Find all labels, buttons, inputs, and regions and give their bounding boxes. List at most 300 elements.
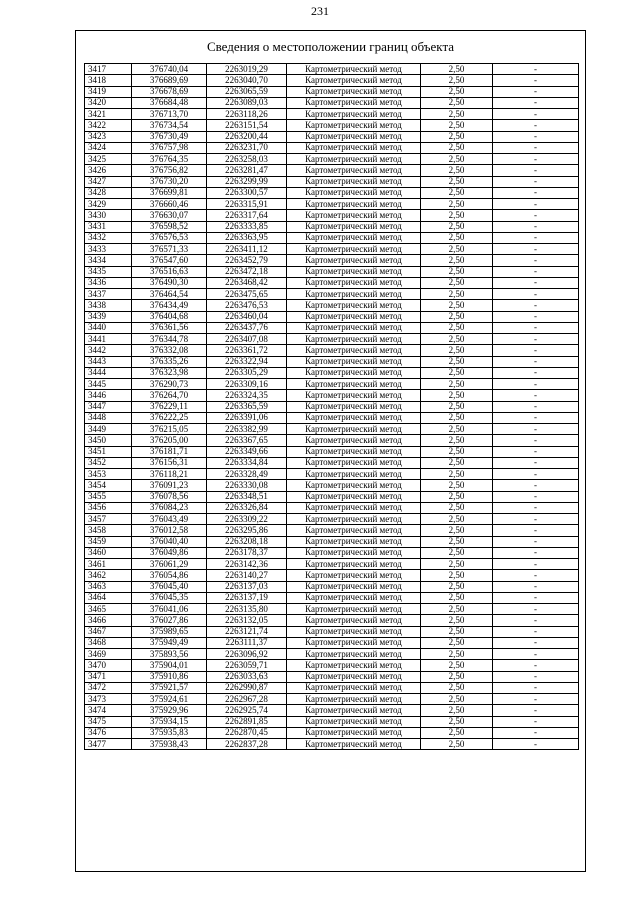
- method-cell: Картометрический метод: [287, 131, 421, 142]
- x-coordinate-cell: 376045,40: [132, 581, 207, 592]
- table-row: [85, 289, 579, 300]
- y-coordinate-cell: 2263200,44: [207, 131, 287, 142]
- x-coordinate-cell: 376040,40: [132, 536, 207, 547]
- accuracy-cell: 2,50: [421, 525, 493, 536]
- table-row: [85, 435, 579, 446]
- point-number-cell: 3474: [85, 705, 132, 716]
- table-row: [85, 514, 579, 525]
- table-row: [85, 165, 579, 176]
- table-row: [85, 570, 579, 581]
- table-row: [85, 120, 579, 131]
- table-row: [85, 255, 579, 266]
- table-row: [85, 356, 579, 367]
- accuracy-cell: 2,50: [421, 424, 493, 435]
- point-number-cell: 3434: [85, 255, 132, 266]
- description-cell: -: [493, 64, 579, 75]
- accuracy-cell: 2,50: [421, 671, 493, 682]
- method-cell: Картометрический метод: [287, 547, 421, 558]
- y-coordinate-cell: 2263096,92: [207, 649, 287, 660]
- description-cell: -: [493, 581, 579, 592]
- accuracy-cell: 2,50: [421, 480, 493, 491]
- y-coordinate-cell: 2263382,99: [207, 424, 287, 435]
- point-number-cell: 3467: [85, 626, 132, 637]
- x-coordinate-cell: 376084,23: [132, 502, 207, 513]
- description-cell: -: [493, 289, 579, 300]
- y-coordinate-cell: 2262837,28: [207, 739, 287, 750]
- point-number-cell: 3440: [85, 322, 132, 333]
- point-number-cell: 3424: [85, 142, 132, 153]
- accuracy-cell: 2,50: [421, 64, 493, 75]
- table-row: [85, 221, 579, 232]
- x-coordinate-cell: 376361,56: [132, 322, 207, 333]
- y-coordinate-cell: 2263322,94: [207, 356, 287, 367]
- method-cell: Картометрический метод: [287, 457, 421, 468]
- accuracy-cell: 2,50: [421, 142, 493, 153]
- table-row: [85, 187, 579, 198]
- table-row: [85, 525, 579, 536]
- description-cell: -: [493, 266, 579, 277]
- x-coordinate-cell: 375929,96: [132, 705, 207, 716]
- y-coordinate-cell: 2263334,84: [207, 457, 287, 468]
- x-coordinate-cell: 376045,35: [132, 592, 207, 603]
- table-row: [85, 401, 579, 412]
- point-number-cell: 3447: [85, 401, 132, 412]
- accuracy-cell: 2,50: [421, 581, 493, 592]
- point-number-cell: 3436: [85, 277, 132, 288]
- table-row: [85, 739, 579, 750]
- y-coordinate-cell: 2263317,64: [207, 210, 287, 221]
- method-cell: Картометрический метод: [287, 716, 421, 727]
- point-number-cell: 3449: [85, 424, 132, 435]
- table-row: [85, 97, 579, 108]
- point-number-cell: 3470: [85, 660, 132, 671]
- accuracy-cell: 2,50: [421, 401, 493, 412]
- accuracy-cell: 2,50: [421, 637, 493, 648]
- method-cell: Картометрический метод: [287, 232, 421, 243]
- x-coordinate-cell: 375935,83: [132, 727, 207, 738]
- y-coordinate-cell: 2263309,16: [207, 379, 287, 390]
- y-coordinate-cell: 2262990,87: [207, 682, 287, 693]
- x-coordinate-cell: 376215,05: [132, 424, 207, 435]
- accuracy-cell: 2,50: [421, 131, 493, 142]
- x-coordinate-cell: 375910,86: [132, 671, 207, 682]
- y-coordinate-cell: 2263300,57: [207, 187, 287, 198]
- table-row: [85, 142, 579, 153]
- point-number-cell: 3438: [85, 300, 132, 311]
- y-coordinate-cell: 2263065,59: [207, 86, 287, 97]
- table-row: [85, 615, 579, 626]
- point-number-cell: 3472: [85, 682, 132, 693]
- point-number-cell: 3417: [85, 64, 132, 75]
- x-coordinate-cell: 376757,98: [132, 142, 207, 153]
- x-coordinate-cell: 376264,70: [132, 390, 207, 401]
- method-cell: Картометрический метод: [287, 289, 421, 300]
- y-coordinate-cell: 2263348,51: [207, 491, 287, 502]
- y-coordinate-cell: 2263121,74: [207, 626, 287, 637]
- method-cell: Картометрический метод: [287, 570, 421, 581]
- y-coordinate-cell: 2263363,95: [207, 232, 287, 243]
- x-coordinate-cell: 376516,63: [132, 266, 207, 277]
- accuracy-cell: 2,50: [421, 266, 493, 277]
- accuracy-cell: 2,50: [421, 412, 493, 423]
- x-coordinate-cell: 376571,33: [132, 244, 207, 255]
- accuracy-cell: 2,50: [421, 446, 493, 457]
- accuracy-cell: 2,50: [421, 514, 493, 525]
- table-row: [85, 469, 579, 480]
- accuracy-cell: 2,50: [421, 311, 493, 322]
- y-coordinate-cell: 2263281,47: [207, 165, 287, 176]
- description-cell: -: [493, 345, 579, 356]
- point-number-cell: 3421: [85, 109, 132, 120]
- method-cell: Картометрический метод: [287, 491, 421, 502]
- table-row: [85, 390, 579, 401]
- accuracy-cell: 2,50: [421, 379, 493, 390]
- method-cell: Картометрический метод: [287, 75, 421, 86]
- description-cell: -: [493, 311, 579, 322]
- description-cell: -: [493, 412, 579, 423]
- method-cell: Картометрический метод: [287, 469, 421, 480]
- method-cell: Картометрический метод: [287, 255, 421, 266]
- table-row: [85, 559, 579, 570]
- table-row: [85, 334, 579, 345]
- table-row: [85, 244, 579, 255]
- x-coordinate-cell: 376730,49: [132, 131, 207, 142]
- method-cell: Картометрический метод: [287, 604, 421, 615]
- method-cell: Картометрический метод: [287, 739, 421, 750]
- accuracy-cell: 2,50: [421, 457, 493, 468]
- method-cell: Картометрический метод: [287, 187, 421, 198]
- description-cell: -: [493, 604, 579, 615]
- point-number-cell: 3453: [85, 469, 132, 480]
- point-number-cell: 3477: [85, 739, 132, 750]
- description-cell: -: [493, 547, 579, 558]
- y-coordinate-cell: 2263407,08: [207, 334, 287, 345]
- x-coordinate-cell: 375934,15: [132, 716, 207, 727]
- table-row: [85, 694, 579, 705]
- method-cell: Картометрический метод: [287, 221, 421, 232]
- y-coordinate-cell: 2263151,54: [207, 120, 287, 131]
- point-number-cell: 3425: [85, 154, 132, 165]
- point-number-cell: 3420: [85, 97, 132, 108]
- x-coordinate-cell: 375893,56: [132, 649, 207, 660]
- accuracy-cell: 2,50: [421, 176, 493, 187]
- coordinates-table-body: [85, 64, 579, 750]
- accuracy-cell: 2,50: [421, 187, 493, 198]
- description-cell: -: [493, 334, 579, 345]
- x-coordinate-cell: 376027,86: [132, 615, 207, 626]
- method-cell: Картометрический метод: [287, 514, 421, 525]
- table-row: [85, 660, 579, 671]
- section-title: Сведения о местоположении границ объекта: [206, 39, 455, 54]
- accuracy-cell: 2,50: [421, 682, 493, 693]
- description-cell: -: [493, 232, 579, 243]
- table-row: [85, 637, 579, 648]
- method-cell: Картометрический метод: [287, 345, 421, 356]
- point-number-cell: 3445: [85, 379, 132, 390]
- accuracy-cell: 2,50: [421, 199, 493, 210]
- method-cell: Картометрический метод: [287, 671, 421, 682]
- y-coordinate-cell: 2263142,36: [207, 559, 287, 570]
- x-coordinate-cell: 376118,21: [132, 469, 207, 480]
- table-row: [85, 176, 579, 187]
- table-row: [85, 277, 579, 288]
- method-cell: Картометрический метод: [287, 300, 421, 311]
- y-coordinate-cell: 2263330,08: [207, 480, 287, 491]
- y-coordinate-cell: 2263231,70: [207, 142, 287, 153]
- coordinates-table-wrapper: [84, 63, 578, 750]
- point-number-cell: 3435: [85, 266, 132, 277]
- y-coordinate-cell: 2263208,18: [207, 536, 287, 547]
- accuracy-cell: 2,50: [421, 705, 493, 716]
- x-coordinate-cell: 376434,49: [132, 300, 207, 311]
- y-coordinate-cell: 2263437,76: [207, 322, 287, 333]
- accuracy-cell: 2,50: [421, 97, 493, 108]
- table-row: [85, 592, 579, 603]
- y-coordinate-cell: 2263089,03: [207, 97, 287, 108]
- method-cell: Картометрический метод: [287, 401, 421, 412]
- x-coordinate-cell: 376222,25: [132, 412, 207, 423]
- table-row: [85, 379, 579, 390]
- x-coordinate-cell: 376290,73: [132, 379, 207, 390]
- y-coordinate-cell: 2262891,85: [207, 716, 287, 727]
- accuracy-cell: 2,50: [421, 120, 493, 131]
- accuracy-cell: 2,50: [421, 660, 493, 671]
- table-row: [85, 649, 579, 660]
- page-number: 231: [311, 4, 329, 18]
- method-cell: Картометрический метод: [287, 199, 421, 210]
- table-row: [85, 199, 579, 210]
- y-coordinate-cell: 2263349,66: [207, 446, 287, 457]
- x-coordinate-cell: 376061,29: [132, 559, 207, 570]
- method-cell: Картометрический метод: [287, 660, 421, 671]
- y-coordinate-cell: 2263411,12: [207, 244, 287, 255]
- y-coordinate-cell: 2263111,37: [207, 637, 287, 648]
- method-cell: Картометрический метод: [287, 480, 421, 491]
- description-cell: -: [493, 424, 579, 435]
- description-cell: -: [493, 626, 579, 637]
- accuracy-cell: 2,50: [421, 536, 493, 547]
- point-number-cell: 3459: [85, 536, 132, 547]
- description-cell: -: [493, 379, 579, 390]
- point-number-cell: 3475: [85, 716, 132, 727]
- method-cell: Картометрический метод: [287, 581, 421, 592]
- x-coordinate-cell: 376049,86: [132, 547, 207, 558]
- method-cell: Картометрический метод: [287, 322, 421, 333]
- accuracy-cell: 2,50: [421, 334, 493, 345]
- table-row: [85, 75, 579, 86]
- table-row: [85, 131, 579, 142]
- y-coordinate-cell: 2263365,59: [207, 401, 287, 412]
- description-cell: -: [493, 120, 579, 131]
- description-cell: -: [493, 727, 579, 738]
- x-coordinate-cell: 376404,68: [132, 311, 207, 322]
- x-coordinate-cell: 376734,54: [132, 120, 207, 131]
- table-row: [85, 300, 579, 311]
- description-cell: -: [493, 199, 579, 210]
- y-coordinate-cell: 2263178,37: [207, 547, 287, 558]
- description-cell: -: [493, 615, 579, 626]
- point-number-cell: 3468: [85, 637, 132, 648]
- method-cell: Картометрический метод: [287, 367, 421, 378]
- description-cell: -: [493, 491, 579, 502]
- table-row: [85, 412, 579, 423]
- method-cell: Картометрический метод: [287, 525, 421, 536]
- point-number-cell: 3418: [85, 75, 132, 86]
- method-cell: Картометрический метод: [287, 694, 421, 705]
- description-cell: -: [493, 705, 579, 716]
- description-cell: -: [493, 109, 579, 120]
- point-number-cell: 3419: [85, 86, 132, 97]
- description-cell: -: [493, 480, 579, 491]
- method-cell: Картометрический метод: [287, 142, 421, 153]
- accuracy-cell: 2,50: [421, 491, 493, 502]
- description-cell: -: [493, 457, 579, 468]
- accuracy-cell: 2,50: [421, 626, 493, 637]
- x-coordinate-cell: 376547,60: [132, 255, 207, 266]
- x-coordinate-cell: 376205,00: [132, 435, 207, 446]
- accuracy-cell: 2,50: [421, 716, 493, 727]
- y-coordinate-cell: 2263137,03: [207, 581, 287, 592]
- description-cell: -: [493, 671, 579, 682]
- method-cell: Картометрический метод: [287, 311, 421, 322]
- method-cell: Картометрический метод: [287, 210, 421, 221]
- y-coordinate-cell: 2263391,06: [207, 412, 287, 423]
- description-cell: -: [493, 154, 579, 165]
- x-coordinate-cell: 375989,65: [132, 626, 207, 637]
- y-coordinate-cell: 2262925,74: [207, 705, 287, 716]
- accuracy-cell: 2,50: [421, 109, 493, 120]
- method-cell: Картометрический метод: [287, 64, 421, 75]
- point-number-cell: 3451: [85, 446, 132, 457]
- description-cell: -: [493, 142, 579, 153]
- point-number-cell: 3426: [85, 165, 132, 176]
- y-coordinate-cell: 2263309,22: [207, 514, 287, 525]
- y-coordinate-cell: 2263140,27: [207, 570, 287, 581]
- x-coordinate-cell: 376689,69: [132, 75, 207, 86]
- table-row: [85, 232, 579, 243]
- method-cell: Картометрический метод: [287, 705, 421, 716]
- accuracy-cell: 2,50: [421, 277, 493, 288]
- accuracy-cell: 2,50: [421, 390, 493, 401]
- x-coordinate-cell: 376156,31: [132, 457, 207, 468]
- accuracy-cell: 2,50: [421, 221, 493, 232]
- method-cell: Картометрический метод: [287, 502, 421, 513]
- accuracy-cell: 2,50: [421, 547, 493, 558]
- point-number-cell: 3437: [85, 289, 132, 300]
- method-cell: Картометрический метод: [287, 176, 421, 187]
- table-row: [85, 154, 579, 165]
- point-number-cell: 3446: [85, 390, 132, 401]
- method-cell: Картометрический метод: [287, 649, 421, 660]
- x-coordinate-cell: 376684,48: [132, 97, 207, 108]
- table-row: [85, 502, 579, 513]
- description-cell: -: [493, 514, 579, 525]
- method-cell: Картометрический метод: [287, 97, 421, 108]
- point-number-cell: 3454: [85, 480, 132, 491]
- y-coordinate-cell: 2263040,70: [207, 75, 287, 86]
- method-cell: Картометрический метод: [287, 379, 421, 390]
- x-coordinate-cell: 376756,82: [132, 165, 207, 176]
- method-cell: Картометрический метод: [287, 637, 421, 648]
- accuracy-cell: 2,50: [421, 615, 493, 626]
- table-row: [85, 547, 579, 558]
- description-cell: -: [493, 97, 579, 108]
- x-coordinate-cell: 376012,58: [132, 525, 207, 536]
- description-cell: -: [493, 570, 579, 581]
- x-coordinate-cell: 376054,86: [132, 570, 207, 581]
- y-coordinate-cell: 2263033,63: [207, 671, 287, 682]
- accuracy-cell: 2,50: [421, 154, 493, 165]
- description-cell: -: [493, 86, 579, 97]
- table-row: [85, 457, 579, 468]
- accuracy-cell: 2,50: [421, 289, 493, 300]
- description-cell: -: [493, 649, 579, 660]
- description-cell: -: [493, 244, 579, 255]
- x-coordinate-cell: 376091,23: [132, 480, 207, 491]
- method-cell: Картометрический метод: [287, 277, 421, 288]
- point-number-cell: 3471: [85, 671, 132, 682]
- y-coordinate-cell: 2263135,80: [207, 604, 287, 615]
- table-row: [85, 536, 579, 547]
- description-cell: -: [493, 300, 579, 311]
- description-cell: -: [493, 469, 579, 480]
- accuracy-cell: 2,50: [421, 559, 493, 570]
- description-cell: -: [493, 660, 579, 671]
- x-coordinate-cell: 376041,06: [132, 604, 207, 615]
- x-coordinate-cell: 375949,49: [132, 637, 207, 648]
- method-cell: Картометрический метод: [287, 424, 421, 435]
- x-coordinate-cell: 376332,08: [132, 345, 207, 356]
- description-cell: -: [493, 401, 579, 412]
- y-coordinate-cell: 2263258,03: [207, 154, 287, 165]
- y-coordinate-cell: 2263059,71: [207, 660, 287, 671]
- x-coordinate-cell: 376598,52: [132, 221, 207, 232]
- description-cell: -: [493, 592, 579, 603]
- accuracy-cell: 2,50: [421, 210, 493, 221]
- method-cell: Картометрический метод: [287, 592, 421, 603]
- description-cell: -: [493, 390, 579, 401]
- method-cell: Картометрический метод: [287, 165, 421, 176]
- y-coordinate-cell: 2263019,29: [207, 64, 287, 75]
- y-coordinate-cell: 2263468,42: [207, 277, 287, 288]
- point-number-cell: 3443: [85, 356, 132, 367]
- table-row: [85, 311, 579, 322]
- method-cell: Картометрический метод: [287, 682, 421, 693]
- point-number-cell: 3442: [85, 345, 132, 356]
- table-row: [85, 322, 579, 333]
- point-number-cell: 3473: [85, 694, 132, 705]
- x-coordinate-cell: 376576,53: [132, 232, 207, 243]
- table-row: [85, 424, 579, 435]
- method-cell: Картометрический метод: [287, 412, 421, 423]
- y-coordinate-cell: 2262967,28: [207, 694, 287, 705]
- point-number-cell: 3448: [85, 412, 132, 423]
- method-cell: Картометрический метод: [287, 390, 421, 401]
- description-cell: -: [493, 559, 579, 570]
- description-cell: -: [493, 221, 579, 232]
- description-cell: -: [493, 165, 579, 176]
- y-coordinate-cell: 2263361,72: [207, 345, 287, 356]
- table-row: [85, 109, 579, 120]
- point-number-cell: 3422: [85, 120, 132, 131]
- point-number-cell: 3431: [85, 221, 132, 232]
- method-cell: Картометрический метод: [287, 615, 421, 626]
- description-cell: -: [493, 502, 579, 513]
- description-cell: -: [493, 536, 579, 547]
- method-cell: Картометрический метод: [287, 109, 421, 120]
- accuracy-cell: 2,50: [421, 322, 493, 333]
- table-row: [85, 604, 579, 615]
